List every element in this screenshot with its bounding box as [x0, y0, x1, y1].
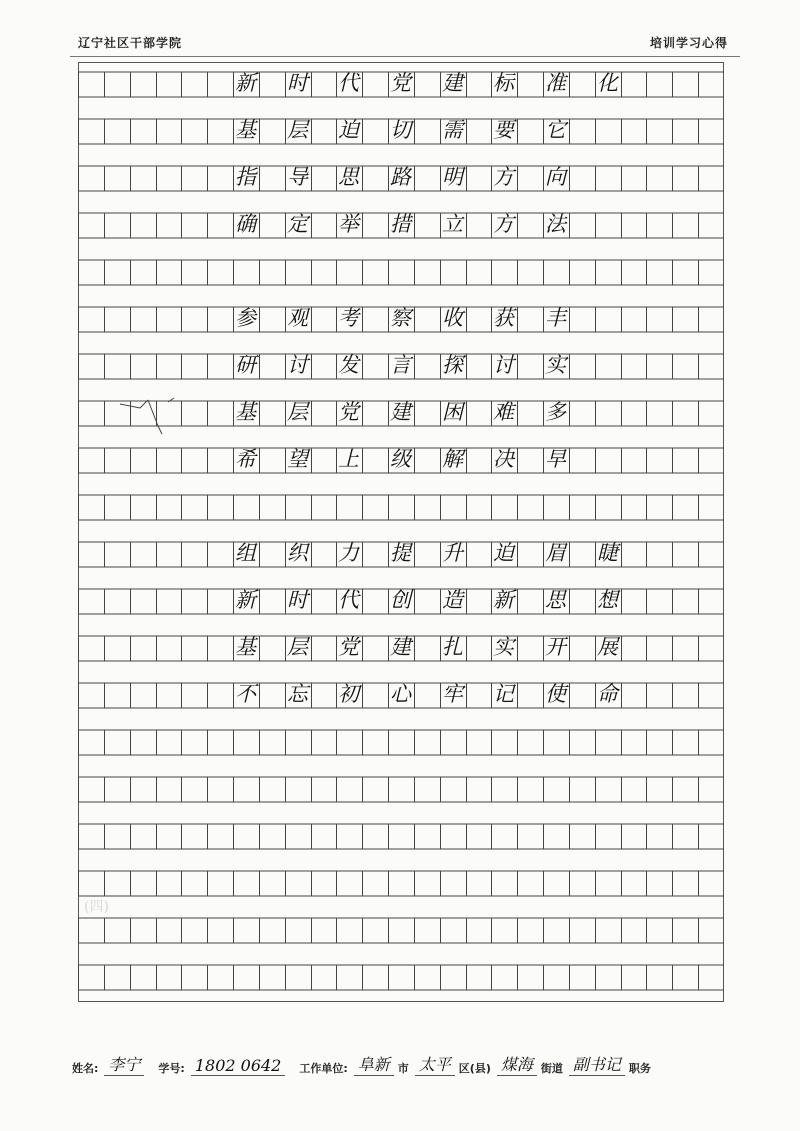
- handwritten-char: 代: [338, 71, 359, 95]
- handwritten-char: 言: [390, 353, 411, 377]
- handwritten-char: 考: [338, 306, 359, 330]
- handwritten-char: 上: [338, 447, 359, 471]
- handwritten-char: 导: [287, 165, 308, 189]
- handwritten-char: 向: [545, 165, 566, 189]
- handwritten-char: 明: [442, 165, 463, 189]
- handwritten-char: 发: [338, 353, 359, 377]
- handwritten-char: 党: [338, 635, 359, 659]
- grid-row: [78, 202, 724, 249]
- handwritten-char: 扎: [442, 635, 463, 659]
- handwritten-char: 基: [235, 400, 256, 424]
- handwritten-char: 建: [390, 400, 411, 424]
- handwritten-char: 层: [287, 400, 308, 424]
- handwritten-char: 法: [545, 212, 566, 236]
- handwritten-char: 参: [235, 306, 256, 330]
- handwritten-char: 建: [390, 635, 411, 659]
- handwritten-char: 措: [390, 212, 411, 236]
- handwritten-char: 丰: [545, 306, 566, 330]
- handwritten-char: 记: [493, 682, 514, 706]
- handwritten-char: 基: [235, 635, 256, 659]
- handwritten-char: 确: [235, 212, 256, 236]
- handwritten-char: 举: [338, 212, 359, 236]
- handwritten-char: 织: [287, 541, 308, 565]
- city-value: 阜新: [354, 1052, 394, 1076]
- handwritten-char: 创: [390, 588, 411, 612]
- handwritten-char: 基: [235, 118, 256, 142]
- handwritten-char: 讨: [287, 353, 308, 377]
- handwritten-char: 准: [545, 71, 566, 95]
- handwritten-char: 路: [390, 165, 411, 189]
- handwritten-char: 眉: [545, 541, 566, 565]
- handwritten-char: 需: [442, 118, 463, 142]
- handwritten-char: 命: [597, 682, 618, 706]
- handwritten-char: 多: [545, 400, 566, 424]
- handwritten-char: 新: [235, 71, 256, 95]
- grid-row: [78, 437, 724, 484]
- handwritten-char: 初: [338, 682, 359, 706]
- handwritten-char: 级: [390, 447, 411, 471]
- handwritten-char: 迫: [493, 541, 514, 565]
- handwritten-char: 实: [493, 635, 514, 659]
- handwritten-char: 使: [545, 682, 566, 706]
- grid-row: [78, 296, 724, 343]
- handwritten-char: 立: [442, 212, 463, 236]
- handwritten-char: 展: [597, 635, 618, 659]
- handwritten-char: 察: [390, 306, 411, 330]
- handwritten-char: 探: [442, 353, 463, 377]
- header-divider: [70, 56, 740, 57]
- handwritten-char: 时: [287, 588, 308, 612]
- grid-row: [78, 907, 724, 954]
- street-value: 煤海: [497, 1052, 537, 1076]
- grid-row: [78, 155, 724, 202]
- handwritten-char: 研: [235, 353, 256, 377]
- handwritten-char: 实: [545, 353, 566, 377]
- handwritten-char: 迫: [338, 118, 359, 142]
- handwritten-char: 定: [287, 212, 308, 236]
- handwritten-char: 党: [338, 400, 359, 424]
- handwritten-char: 标: [493, 71, 514, 95]
- handwritten-char: 忘: [287, 682, 308, 706]
- student-id-label: 学号:: [158, 1062, 185, 1075]
- grid-row: [78, 954, 724, 1001]
- handwritten-char: 获: [493, 306, 514, 330]
- handwritten-char: 指: [235, 165, 256, 189]
- city-suffix: 市: [397, 1062, 409, 1075]
- handwritten-char: 方: [493, 212, 514, 236]
- title-value: 副书记: [569, 1052, 625, 1076]
- handwritten-char: 难: [493, 400, 514, 424]
- handwritten-char: 时: [287, 71, 308, 95]
- grid-row: [78, 578, 724, 625]
- handwritten-char: 思: [545, 588, 566, 612]
- handwritten-char: 它: [545, 118, 566, 142]
- document-type: 培训学习心得: [649, 36, 728, 50]
- handwritten-char: 想: [597, 588, 618, 612]
- handwritten-char: 升: [442, 541, 463, 565]
- writing-grid: [78, 62, 724, 1002]
- student-id-value: 1802 0642: [191, 1056, 286, 1076]
- grid-row: [78, 108, 724, 155]
- grid-row: [78, 766, 724, 813]
- name-label: 姓名:: [72, 1062, 99, 1075]
- handwritten-char: 决: [493, 447, 514, 471]
- handwritten-char: 开: [545, 635, 566, 659]
- footer-info: [72, 1052, 653, 1076]
- district-value: 太平: [415, 1052, 455, 1076]
- handwritten-char: 层: [287, 118, 308, 142]
- handwritten-char: 提: [390, 541, 411, 565]
- handwritten-char: 要: [493, 118, 514, 142]
- handwritten-char: 切: [390, 118, 411, 142]
- handwritten-char: 力: [338, 541, 359, 565]
- district-suffix: 区(县): [458, 1062, 491, 1075]
- handwritten-char: 新: [493, 588, 514, 612]
- handwritten-char: 不: [235, 682, 256, 706]
- grid-row: [78, 61, 724, 108]
- handwritten-char: 收: [442, 306, 463, 330]
- handwritten-char: 方: [493, 165, 514, 189]
- name-value: 李宁: [104, 1052, 144, 1076]
- handwritten-char: 化: [597, 71, 618, 95]
- handwritten-char: 望: [287, 447, 308, 471]
- grid-row: [78, 672, 724, 719]
- handwritten-char: 建: [442, 71, 463, 95]
- handwritten-char: 讨: [493, 353, 514, 377]
- grid-row: [78, 343, 724, 390]
- work-unit-label: 工作单位:: [299, 1062, 348, 1075]
- school-name: 辽宁社区干部学院: [78, 36, 183, 50]
- handwritten-char: 党: [390, 71, 411, 95]
- grid-row: [78, 719, 724, 766]
- grid-row: [78, 484, 724, 531]
- handwritten-char: 困: [442, 400, 463, 424]
- handwritten-char: 思: [338, 165, 359, 189]
- title-suffix: 职务: [628, 1062, 651, 1075]
- handwritten-char: 早: [545, 447, 566, 471]
- street-suffix: 街道: [540, 1062, 563, 1075]
- handwritten-char: 观: [287, 306, 308, 330]
- grid-row: [78, 860, 724, 907]
- handwritten-char: 睫: [597, 541, 618, 565]
- handwritten-char: 代: [338, 588, 359, 612]
- handwritten-char: 牢: [442, 682, 463, 706]
- grid-row: [78, 813, 724, 860]
- grid-row: [78, 625, 724, 672]
- handwritten-char: 造: [442, 588, 463, 612]
- handwritten-char: 组: [235, 541, 256, 565]
- handwritten-char: 解: [442, 447, 463, 471]
- handwritten-char: 心: [390, 682, 411, 706]
- page-number: (四): [84, 899, 109, 915]
- pen-mark-icon: [118, 396, 178, 436]
- grid-row: [78, 249, 724, 296]
- handwritten-char: 新: [235, 588, 256, 612]
- grid-row: [78, 531, 724, 578]
- handwritten-char: 层: [287, 635, 308, 659]
- handwritten-char: 希: [235, 447, 256, 471]
